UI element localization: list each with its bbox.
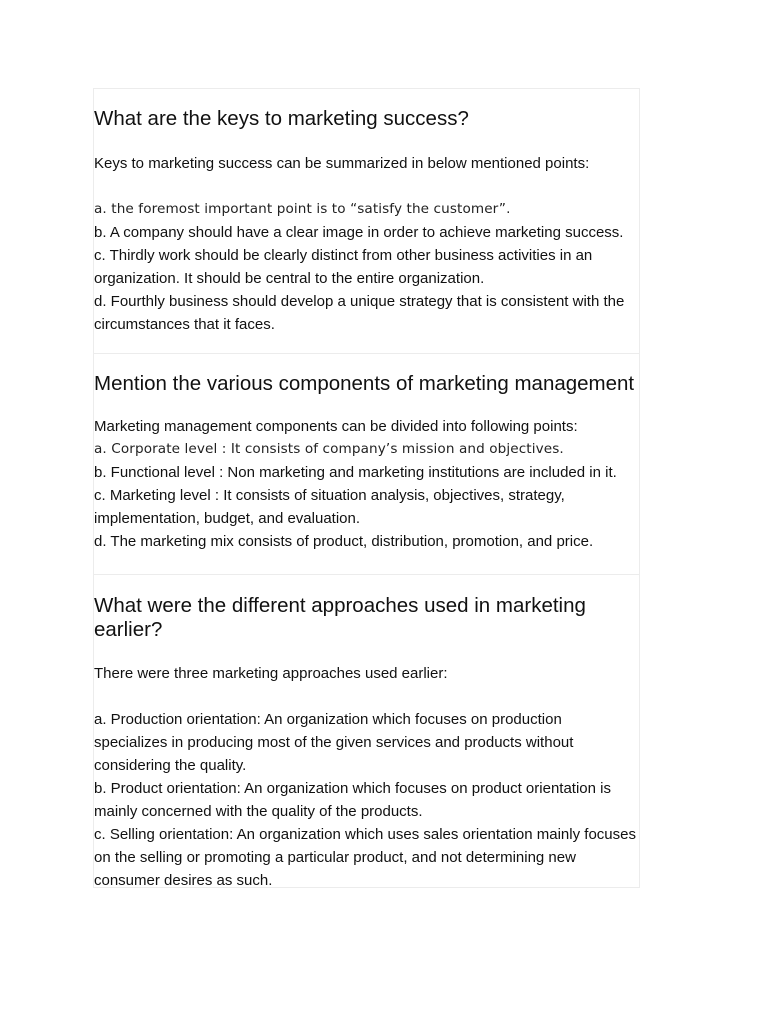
section-intro: Keys to marketing success can be summarized in below mentioned points:	[94, 155, 590, 172]
answer-point: b. A company should have a clear image in order to achieve marketing success.	[94, 224, 624, 241]
section-heading: What are the keys to marketing success?	[94, 107, 469, 130]
answer-point: b. Product orientation: An organization which focuses on product orientation is mainly concerned with the quality of the products.	[94, 780, 611, 820]
answer-point: c. Marketing level : It consists of situation analysis, objectives, strategy, implementation, budget, and evaluation.	[94, 487, 565, 527]
answer-point: a. Corporate level : It consists of company’s mission and objectives.	[94, 441, 564, 457]
section-heading: What were the different approaches used in marketing earlier?	[94, 594, 586, 641]
answer-point: d. Fourthly business should develop a unique strategy that is consistent with the circumstances that it faces.	[94, 293, 625, 333]
answer-list	[94, 708, 639, 892]
answer-point: b. Functional level : Non marketing and marketing institutions are included in it.	[94, 464, 617, 481]
answer-point: c. Thirdly work should be clearly distinct from other business activities in an organization. It should be central to the entire organization.	[94, 247, 593, 287]
answer-point: d. The marketing mix consists of product, distribution, promotion, and price.	[94, 533, 594, 550]
qa-section-marketing-success	[93, 88, 640, 354]
qa-section-marketing-approaches	[93, 574, 640, 888]
answer-point: a. Production orientation: An organization which focuses on production specializes in producing most of the given services and products without considering the quality.	[94, 711, 574, 774]
document-content	[93, 88, 640, 888]
answer-point: c. Selling orientation: An organization which uses sales orientation mainly focuses on the selling or promoting a particular product, and not determining new consumer desires as such.	[94, 826, 636, 889]
answer-list	[94, 438, 639, 553]
section-intro: There were three marketing approaches used earlier:	[94, 665, 448, 682]
answer-list	[94, 198, 639, 336]
qa-section-marketing-components	[93, 353, 640, 575]
answer-point: a. the foremost important point is to “satisfy the customer”.	[94, 201, 511, 217]
section-heading: Mention the various components of marketing management	[94, 372, 635, 395]
section-intro: Marketing management components can be divided into following points:	[94, 418, 578, 435]
